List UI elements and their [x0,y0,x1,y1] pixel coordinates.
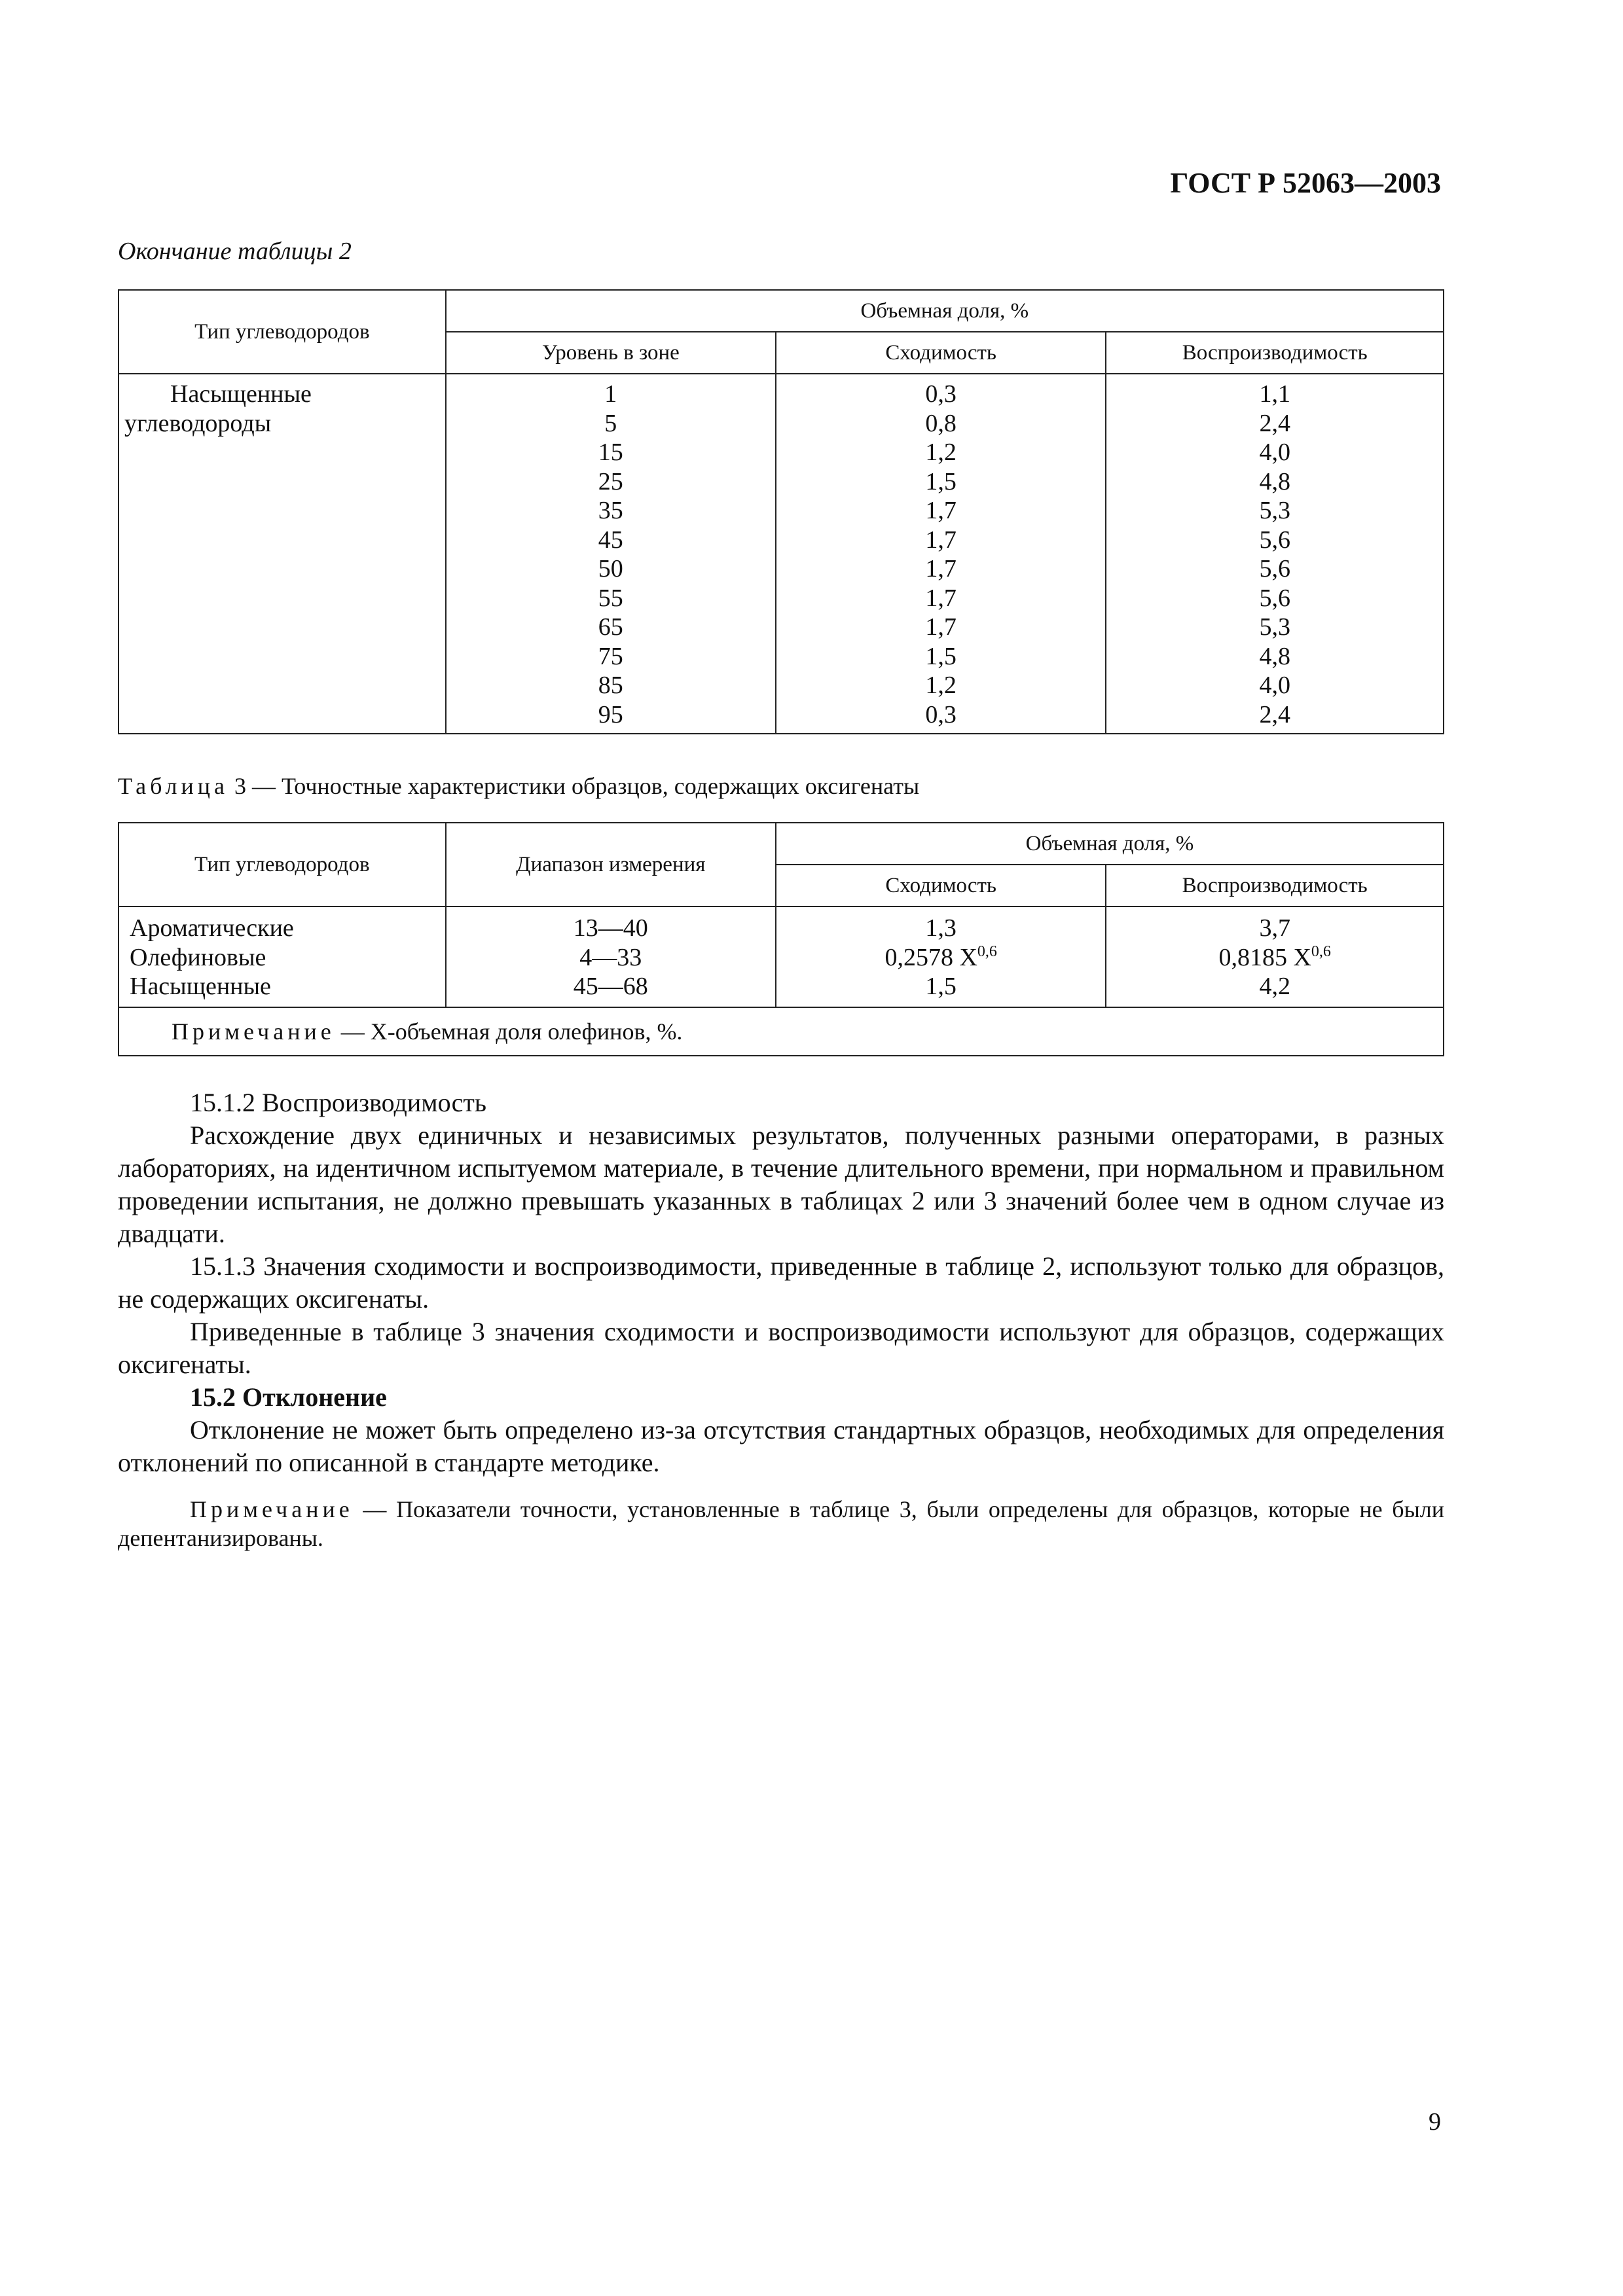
table-cell-value: 1,2 [925,439,957,466]
t3-row-type: Ароматические [130,914,294,942]
t2-repeatability-column [776,374,1106,734]
t3-range-column [446,906,776,1007]
t3-header-repeatability: Сходимость [776,865,1106,906]
exponent: 0,6 [1311,942,1331,960]
t3-repeatability-column [776,906,1106,1007]
table-cell-value: 5 [604,409,617,437]
exponent: 0,6 [977,942,997,960]
t3-note [119,1007,1444,1056]
table-cell-value: 5,3 [1259,613,1290,641]
t2-header-reproducibility: Воспроизводимость [1106,332,1444,374]
t2-header-group: Объемная доля, % [446,290,1444,332]
t3-row-repeatability: 0,2578 X$^{0,6}$ [884,942,997,971]
t3-type-column [119,906,446,1007]
t2-header-repeatability: Сходимость [776,332,1106,374]
t3-note-text: — X-объемная доля олефинов, %. [335,1018,683,1045]
table-cell-value: 5,6 [1259,526,1290,554]
table-cell-value: 0,3 [925,700,957,728]
t2-reproducibility-column [1106,374,1444,734]
t3-note-label: Примечание [172,1018,335,1045]
table-cell-value: 4,0 [1259,439,1290,466]
table-cell-value: 1,5 [925,467,957,495]
t3-row-reproducibility: 4,2 [1259,973,1290,1000]
table-3 [118,822,1444,1056]
table-cell-value: 55 [598,584,623,612]
table-cell-value: 35 [598,497,623,524]
table3-caption [118,772,919,800]
table-cell-value: 2,4 [1259,409,1290,437]
table-cell-value: 85 [598,672,623,699]
t3-reproducibility-column [1106,906,1444,1007]
table-cell-value: 65 [598,613,623,641]
table2-continuation-caption: Окончание таблицы 2 [118,238,352,265]
table-cell-value: 0,3 [925,380,957,408]
standard-code: ГОСТ Р 52063—2003 [1170,167,1441,199]
t3-header-group: Объемная доля, % [776,823,1444,865]
table-cell-value: 1,7 [925,613,957,641]
t3-row-type: Олефиновые [130,943,266,971]
note-label: Примечание [190,1496,354,1522]
table-cell-value: 0,8 [925,409,957,437]
table3-caption-text: 3 — Точностные характеристики образцов, содержащих оксигенаты [228,773,920,799]
paragraph-deviation: Отклонение не может быть определено из-за отсутствия стандартных образцов, необходимых для определения отклонений по описанной в стандарте методике. [118,1415,1444,1477]
t2-header-level: Уровень в зоне [446,332,776,374]
table-cell-value: 5,6 [1259,584,1290,612]
paragraph-15-1-3: 15.1.3 Значения сходимости и воспроизводимости, приведенные в таблице 2, используют только для образцов, не содержащих оксигенаты. [118,1251,1444,1314]
paragraph-reproducibility: Расхождение двух единичных и независимых результатов, полученных разными операторами, в разных лабораториях, на идентичном испытуемом материале, в течение длительного времени, при нормальном и правильном проведении испытания, не должно превышать указанных в таблицах 2 или 3 значений более чем в одном случае из двадцати. [118,1121,1444,1248]
table-cell-value: 45 [598,526,623,554]
table-cell-value: 15 [598,439,623,466]
section-15-1-2-heading: 15.1.2 Воспроизводимость [190,1088,487,1117]
t3-row-range: 45—68 [573,973,648,1000]
table-cell-value: 4,0 [1259,672,1290,699]
t2-levels-column [446,374,776,734]
t3-row-reproducibility: 3,7 [1259,914,1290,942]
t3-header-reproducibility: Воспроизводимость [1106,865,1444,906]
t3-row-type: Насыщенные [130,973,271,1000]
table-cell-value: 25 [598,467,623,495]
table-cell-value: 1,1 [1259,380,1290,408]
t3-row-range: 13—40 [573,914,648,942]
table-cell-value: 1,5 [925,642,957,670]
t3-row-reproducibility: 0,8185 X$^{0,6}$ [1218,942,1331,971]
t2-header-type: Тип углеводородов [119,290,446,374]
table-cell-value: 1,7 [925,497,957,524]
table-cell-value: 4,8 [1259,642,1290,670]
body-text [118,1086,1444,1552]
table-cell-value: 1 [604,380,617,408]
table-cell-value: 1,2 [925,672,957,699]
table-2 [118,289,1444,734]
t3-row-range: 4—33 [579,943,642,971]
table3-caption-label: Таблица [118,773,228,799]
note-paragraph [118,1495,1444,1552]
t2-type-line2: углеводороды [124,409,272,437]
table-cell-value: 5,6 [1259,555,1290,583]
table-cell-value: 5,3 [1259,497,1290,524]
t3-header-type: Тип углеводородов [119,823,446,906]
paragraph-table3-usage: Приведенные в таблице 3 значения сходимости и воспроизводимости используют для образцов, содержащих оксигенаты. [118,1317,1444,1379]
table-cell-value: 1,7 [925,555,957,583]
table-cell-value: 2,4 [1259,700,1290,728]
table-cell-value: 75 [598,642,623,670]
t2-type-line1: Насыщенные [170,380,312,408]
section-15-2-heading: 15.2 Отклонение [190,1382,387,1412]
page-number: 9 [1429,2108,1441,2136]
t3-header-range: Диапазон измерения [446,823,776,906]
table-cell-value: 1,7 [925,584,957,612]
table-cell-value: 1,7 [925,526,957,554]
t2-type-cell [119,374,446,734]
note-text: — Показатели точности, установленные в таблице 3, были определены для образцов, которые не были депентанизированы. [118,1496,1444,1551]
table-cell-value: 50 [598,555,623,583]
table-cell-value: 4,8 [1259,467,1290,495]
t3-row-repeatability: 1,5 [925,973,957,1000]
table-cell-value: 95 [598,700,623,728]
t3-row-repeatability: 1,3 [925,914,957,942]
